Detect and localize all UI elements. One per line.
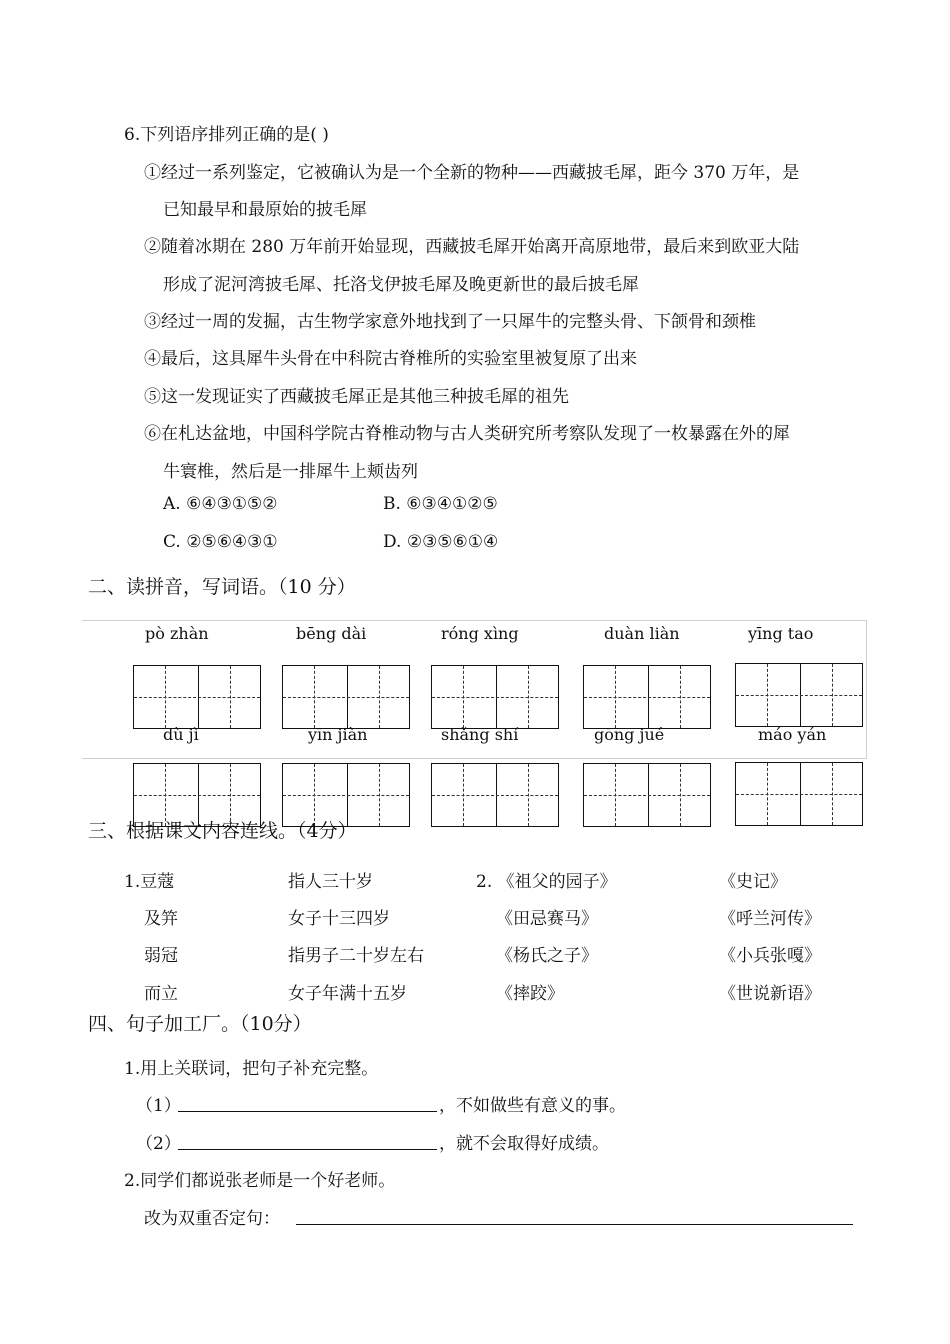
pinyin-label: pò zhàn: [145, 624, 209, 643]
question-4-2: 2.同学们都说张老师是一个好老师。: [124, 1171, 396, 1191]
pinyin-label: róng xìng: [441, 624, 519, 643]
match-item-text[interactable]: 2. 《祖父的园子》: [476, 872, 617, 892]
writing-grid[interactable]: [431, 763, 559, 827]
match-item-source[interactable]: 《呼兰河传》: [719, 909, 821, 929]
section-2-title: 二、读拼音，写词语。（10 分）: [88, 576, 356, 598]
pinyin-label: dù jì: [163, 725, 199, 744]
writing-grid[interactable]: [431, 665, 559, 729]
pinyin-label: gōng jué: [594, 725, 665, 744]
sentence-1-line-2: 已知最早和最原始的披毛犀: [163, 200, 367, 220]
match-item-source[interactable]: 《史记》: [719, 872, 787, 892]
blank-2-tail: ，就不会取得好成绩。: [439, 1134, 609, 1154]
sentence-5: ⑤这一发现证实了西藏披毛犀正是其他三种披毛犀的祖先: [144, 387, 569, 407]
blank-1-tail: ，不如做些有意义的事。: [439, 1096, 626, 1116]
pinyin-label: máo yán: [758, 725, 827, 744]
writing-grid[interactable]: [133, 665, 261, 729]
match-item-text[interactable]: 《摔跤》: [496, 984, 564, 1004]
writing-grid[interactable]: [583, 665, 711, 729]
sentence-2-line-2: 形成了泥河湾披毛犀、托洛戈伊披毛犀及晚更新世的最后披毛犀: [163, 275, 639, 295]
match-item-left[interactable]: 弱冠: [144, 946, 178, 966]
blank-1-number: （1）: [136, 1096, 181, 1116]
pinyin-label: shǎng shí: [441, 725, 519, 744]
match-item-source[interactable]: 《小兵张嘎》: [719, 946, 821, 966]
answer-blank-1[interactable]: [178, 1111, 437, 1112]
option-a: A. ⑥④③①⑤②: [163, 494, 278, 514]
option-d: D. ②③⑤⑥①④: [383, 532, 499, 552]
blank-2-number: （2）: [136, 1134, 181, 1154]
section-4-title: 四、句子加工厂。（10分）: [88, 1013, 312, 1035]
pinyin-label: yīng tao: [748, 624, 814, 643]
sentence-3: ③经过一周的发掘，古生物学家意外地找到了一只犀牛的完整头骨、下颌骨和颈椎: [144, 312, 756, 332]
writing-grid[interactable]: [282, 665, 410, 729]
answer-blank-2[interactable]: [178, 1149, 437, 1150]
option-c: C. ②⑤⑥④③①: [163, 532, 278, 552]
pinyin-label: bēng dài: [296, 624, 367, 643]
sentence-1-line-1: ①经过一系列鉴定，它被确认为是一个全新的物种——西藏披毛犀，距今 370 万年，是: [144, 163, 800, 183]
match-item-left[interactable]: 而立: [144, 984, 178, 1004]
match-item-meaning[interactable]: 女子年满十五岁: [288, 984, 407, 1004]
question-6-stem: 6.下列语序排列正确的是( ): [124, 125, 329, 145]
match-item-source[interactable]: 《世说新语》: [719, 984, 821, 1004]
sentence-6-line-2: 牛寰椎，然后是一排犀牛上颊齿列: [163, 462, 418, 482]
pinyin-label: duàn liàn: [604, 624, 680, 643]
match-item-meaning[interactable]: 指男子二十岁左右: [288, 946, 424, 966]
double-negative-prompt: 改为双重否定句：: [144, 1209, 280, 1229]
match-item-meaning[interactable]: 指人三十岁: [288, 872, 373, 892]
match-item-text[interactable]: 《田忌赛马》: [496, 909, 598, 929]
writing-grid[interactable]: [735, 663, 863, 727]
option-b: B. ⑥③④①②⑤: [383, 494, 498, 514]
writing-grid[interactable]: [583, 763, 711, 827]
match-item-left[interactable]: 1.豆蔻: [124, 872, 175, 892]
pinyin-label: yīn jiàn: [308, 725, 368, 744]
sentence-2-line-1: ②随着冰期在 280 万年前开始显现，西藏披毛犀开始离开高原地带，最后来到欧亚大陆: [144, 237, 800, 257]
question-4-1: 1.用上关联词，把句子补充完整。: [124, 1059, 379, 1079]
match-item-meaning[interactable]: 女子十三四岁: [288, 909, 390, 929]
sentence-6-line-1: ⑥在札达盆地，中国科学院古脊椎动物与古人类研究所考察队发现了一枚暴露在外的犀: [144, 424, 790, 444]
writing-grid[interactable]: [735, 762, 863, 826]
section-3-title: 三、根据课文内容连线。（4分）: [88, 820, 357, 842]
match-item-text[interactable]: 《杨氏之子》: [496, 946, 598, 966]
match-item-left[interactable]: 及笄: [144, 909, 178, 929]
sentence-4: ④最后，这具犀牛头骨在中科院古脊椎所的实验室里被复原了出来: [144, 349, 637, 369]
answer-blank-3[interactable]: [296, 1224, 853, 1225]
